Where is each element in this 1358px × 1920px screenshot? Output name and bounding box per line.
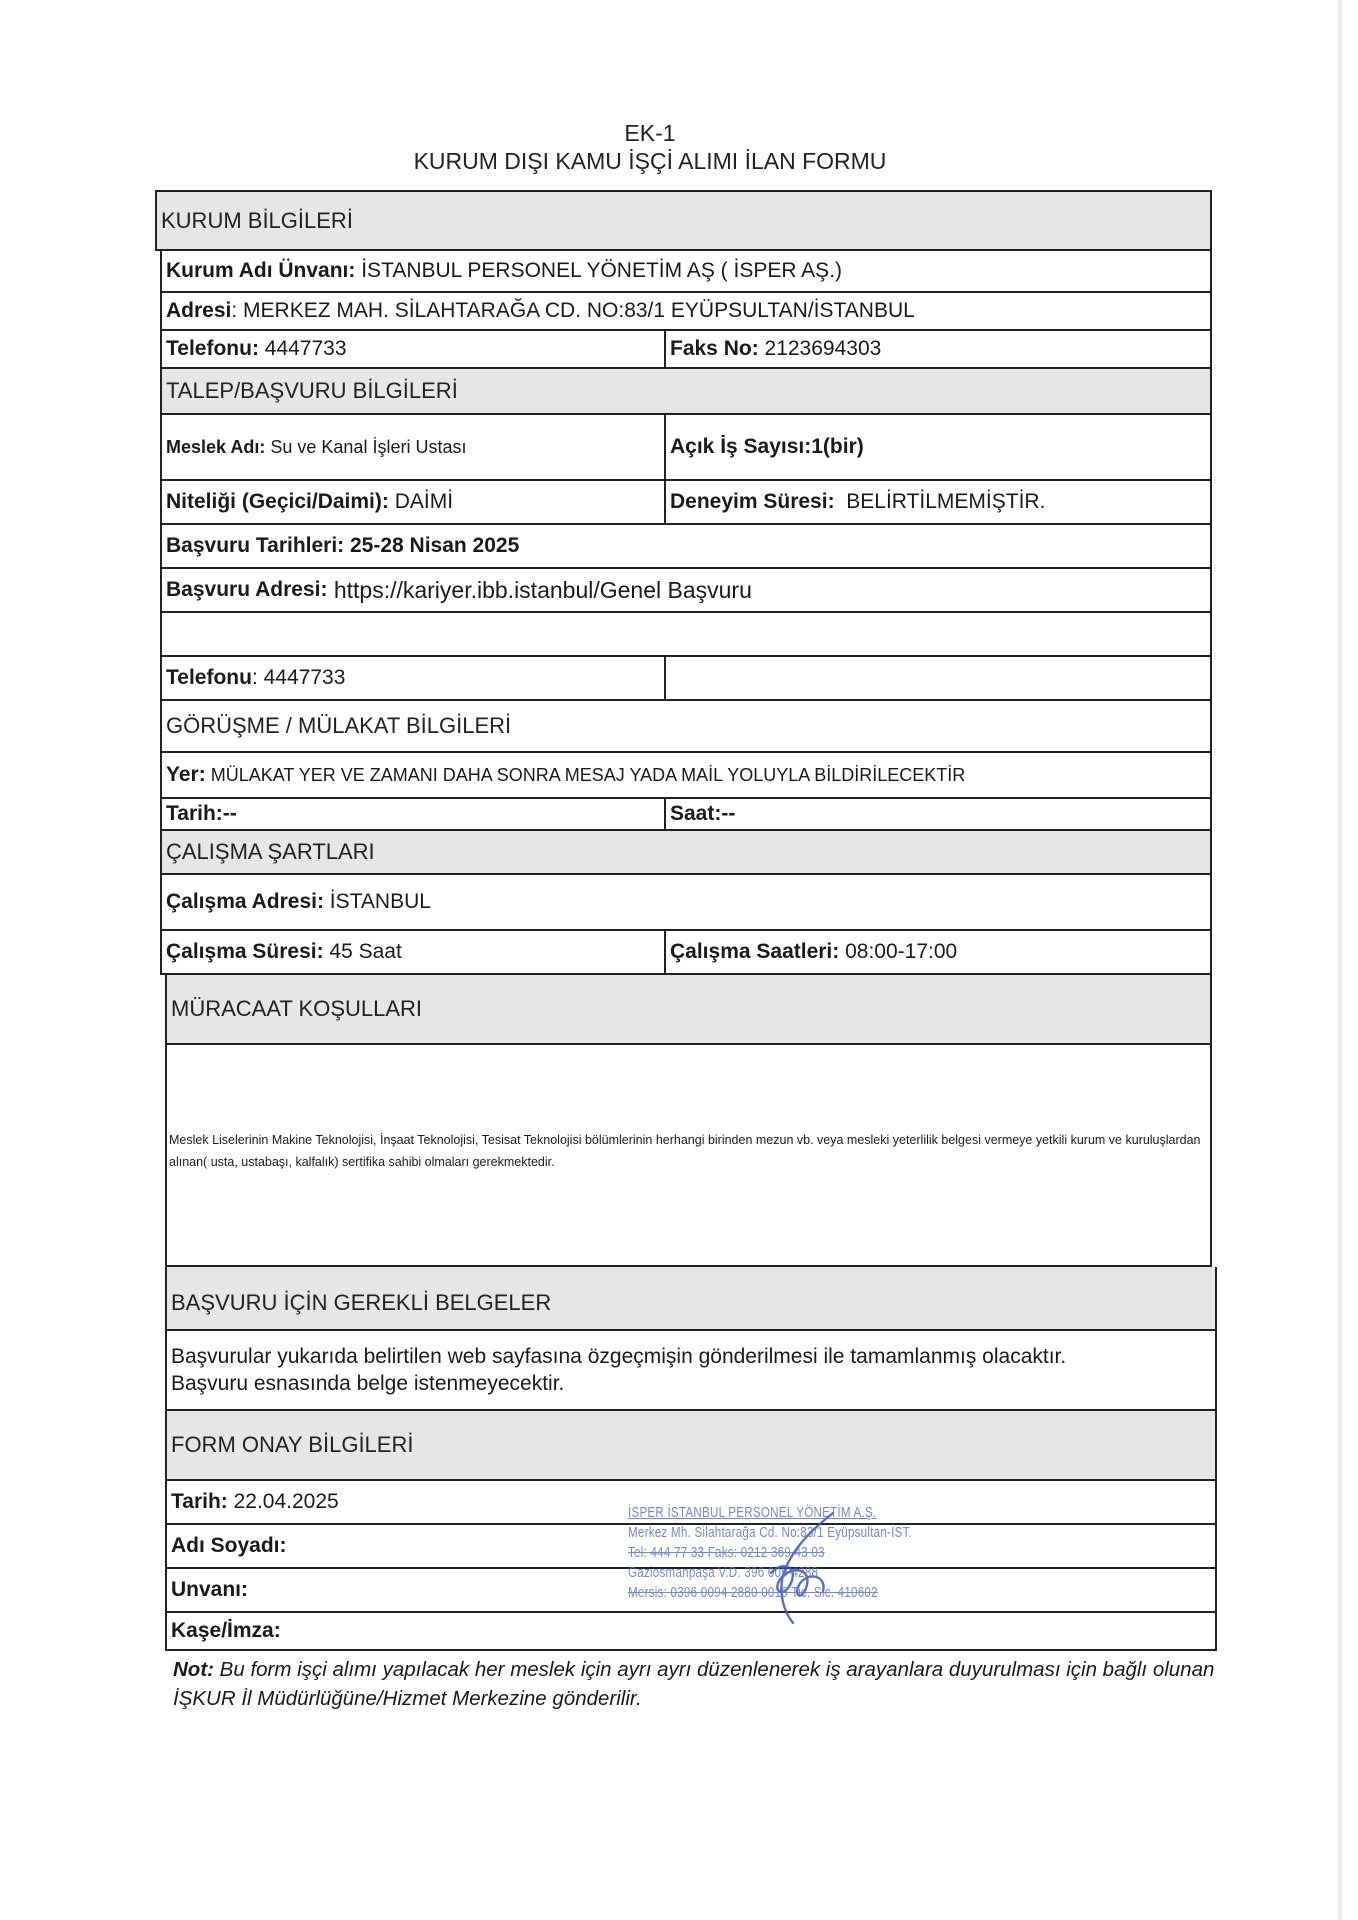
calisma-adresi-value: İSTANBUL bbox=[323, 890, 431, 913]
belgeler-text bbox=[167, 1331, 1215, 1409]
belgeler-line-1: Başvurular yukarıda belirtilen web sayfasına özgeçmişin gönderilmesi ile tamamlanmış olacaktır. bbox=[171, 1345, 1067, 1368]
row-muracaat-text bbox=[165, 1045, 1212, 1267]
section-title: ÇALIŞMA ŞARTLARI bbox=[166, 839, 375, 864]
meslek-adi-value: Su ve Kanal İşleri Ustası bbox=[265, 436, 467, 457]
row-belgeler-text bbox=[165, 1331, 1217, 1411]
row-yer bbox=[160, 753, 1212, 799]
row-blank bbox=[160, 613, 1212, 657]
kurum-faks bbox=[664, 331, 1210, 367]
row-calisma-suresi bbox=[160, 931, 1212, 975]
calisma-saatleri bbox=[664, 931, 1210, 973]
onay-tarih-value: 22.04.2025 bbox=[227, 1490, 339, 1513]
row-meslek bbox=[160, 415, 1212, 481]
footnote-text: Bu form işçi alımı yapılacak her meslek için ayrı ayrı düzenlenerek iş arayanlara duyurulması için bağlı olunan İŞKUR İl Müdürlüğüne/Hizmet Merkezine gönderilir. bbox=[173, 1658, 1215, 1710]
meslek-adi bbox=[162, 415, 664, 479]
row-kurum-adi bbox=[160, 251, 1212, 293]
kurum-adres-value: : MERKEZ MAH. SİLAHTARAĞA CD. NO:83/1 EYÜPSULTAN/İSTANBUL bbox=[231, 299, 915, 322]
section-muracaat bbox=[165, 975, 1212, 1045]
section-gorusme bbox=[160, 701, 1212, 753]
calisma-suresi bbox=[162, 931, 664, 973]
section-title: FORM ONAY BİLGİLERİ bbox=[171, 1432, 414, 1457]
belgeler-line-2: Başvuru esnasında belge istenmeyecektir. bbox=[171, 1372, 565, 1395]
deneyim-label: Deneyim Süresi: bbox=[670, 490, 835, 513]
section-title: BAŞVURU İÇİN GEREKLİ BELGELER bbox=[171, 1290, 552, 1315]
row-nitelik bbox=[160, 481, 1212, 525]
stamp-line-1: İSPER İSTANBUL PERSONEL YÖNETİM A.Ş. bbox=[628, 1505, 877, 1521]
onay-tarih-label: Tarih: bbox=[171, 1490, 228, 1513]
yer-label: Yer: bbox=[166, 763, 206, 786]
acik-is-sayisi-label: Açık İş Sayısı:1(bir) bbox=[670, 435, 864, 458]
section-belgeler bbox=[165, 1267, 1217, 1331]
row-basvuru-adresi bbox=[160, 569, 1212, 613]
onay-adi-label: Adı Soyadı: bbox=[171, 1534, 287, 1557]
kurum-adi bbox=[162, 251, 1210, 291]
calisma-adresi-label: Çalışma Adresi: bbox=[166, 890, 324, 913]
basvuru-adresi-value: https://kariyer.ibb.istanbul/Genel Başvuru bbox=[327, 576, 752, 603]
section-title: GÖRÜŞME / MÜLAKAT BİLGİLERİ bbox=[166, 713, 512, 738]
mulakat-yer bbox=[162, 753, 1210, 797]
calisma-saatleri-value: 08:00-17:00 bbox=[839, 940, 958, 963]
row-kurum-iletisim bbox=[160, 331, 1212, 369]
calisma-saatleri-label: Çalışma Saatleri: bbox=[670, 940, 840, 963]
deneyim-value: BELİRTİLMEMİŞTİR. bbox=[834, 490, 1046, 513]
tarih-label: Tarih:-- bbox=[166, 802, 237, 825]
row-kurum-adres bbox=[160, 293, 1212, 331]
section-onay bbox=[165, 1411, 1217, 1481]
saat-label: Saat:-- bbox=[670, 802, 736, 825]
blank-cell bbox=[162, 613, 1210, 655]
calisma-suresi-value: 45 Saat bbox=[323, 940, 402, 963]
basvuru-adresi bbox=[162, 569, 1210, 611]
section-talep bbox=[160, 369, 1212, 415]
niteligi-value: DAİMİ bbox=[388, 490, 454, 513]
kurum-adi-value: İSTANBUL PERSONEL YÖNETİM AŞ ( İSPER AŞ.) bbox=[355, 259, 843, 282]
company-stamp bbox=[628, 1503, 958, 1629]
basvuru-tarihleri-label: Başvuru Tarihleri: 25-28 Nisan 2025 bbox=[166, 534, 520, 557]
kurum-faks-label: Faks No: bbox=[670, 337, 759, 360]
basvuru-tarihleri bbox=[162, 525, 1210, 567]
section-calisma bbox=[160, 831, 1212, 875]
footnote bbox=[173, 1655, 1233, 1713]
kurum-adi-label: Kurum Adı Ünvanı: bbox=[166, 259, 356, 282]
onay-unvan-label: Unvanı: bbox=[171, 1578, 249, 1601]
basvuru-telefon bbox=[162, 657, 664, 699]
acik-is-sayisi bbox=[664, 415, 1210, 479]
meslek-adi-label: Meslek Adı: bbox=[166, 436, 266, 457]
yer-value: MÜLAKAT YER VE ZAMANI DAHA SONRA MESAJ YADA MAİL YOLUYLA BİLDİRİLECEKTİR bbox=[205, 764, 966, 785]
section-title: MÜRACAAT KOŞULLARI bbox=[171, 996, 423, 1021]
kurum-adres-label: Adresi bbox=[166, 299, 232, 322]
stamp-line-5: Mersis: 0396 0094 2880 0016 Tic. Sic. 410602 bbox=[628, 1585, 878, 1601]
section-title: KURUM BİLGİLERİ bbox=[161, 207, 353, 233]
onay-kase-label: Kaşe/İmza: bbox=[171, 1619, 281, 1642]
mulakat-tarih bbox=[162, 799, 664, 829]
basvuru-adresi-label: Başvuru Adresi: bbox=[166, 578, 328, 601]
kurum-adres bbox=[162, 293, 1210, 329]
row-tarih-saat bbox=[160, 799, 1212, 831]
empty-cell bbox=[664, 657, 1210, 699]
row-calisma-adresi bbox=[160, 875, 1212, 931]
niteligi-label: Niteliği (Geçici/Daimi): bbox=[166, 490, 389, 513]
basvuru-telefon-value: : 4447733 bbox=[251, 666, 346, 689]
deneyim-suresi bbox=[664, 481, 1210, 523]
row-basvuru-telefon bbox=[160, 657, 1212, 701]
section-title: TALEP/BAŞVURU BİLGİLERİ bbox=[166, 378, 458, 403]
footnote-label: Not: bbox=[173, 1658, 214, 1681]
kurum-telefon bbox=[162, 331, 664, 367]
stamp-line-2: Merkez Mh. Silahtarağa Cd. No:83/1 Eyüpsultan-İST. bbox=[628, 1525, 913, 1541]
form-title: KURUM DIŞI KAMU İŞÇİ ALIMI İLAN FORMU bbox=[413, 148, 887, 174]
kurum-telefon-value: 4447733 bbox=[258, 337, 347, 360]
row-basvuru-tarihleri bbox=[160, 525, 1212, 569]
muracaat-kosullari-text: Meslek Liselerinin Makine Teknolojisi, İnşaat Teknolojisi, Tesisat Teknolojisi bölümlerinin herhangi birinden mezun vb. veya mesleki yeterlilik belgesi vermeye yetkili kurum ve kuruluşlardan alınan( usta, ustabaşı, kalfalık) sertifika sahibi olmaları gerekmektedir. bbox=[169, 1133, 1201, 1169]
calisma-suresi-label: Çalışma Süresi: bbox=[166, 940, 324, 963]
calisma-adresi bbox=[162, 875, 1210, 929]
mulakat-saat bbox=[664, 799, 1210, 829]
kurum-faks-value: 2123694303 bbox=[758, 337, 882, 360]
page-edge-shadow bbox=[1338, 0, 1342, 1920]
form-code: EK-1 bbox=[624, 120, 676, 146]
kurum-telefon-label: Telefonu: bbox=[166, 337, 259, 360]
stamp-line-4: Gaziosmanpaşa V.D. 396 009 4288 bbox=[628, 1565, 819, 1581]
niteligi bbox=[162, 481, 664, 523]
basvuru-telefon-label: Telefonu bbox=[166, 666, 252, 689]
section-kurum bbox=[155, 190, 1212, 251]
stamp-line-3: Tel: 444 77 33 Faks: 0212 369 43 03 bbox=[628, 1545, 825, 1561]
signature-icon bbox=[723, 1505, 873, 1630]
